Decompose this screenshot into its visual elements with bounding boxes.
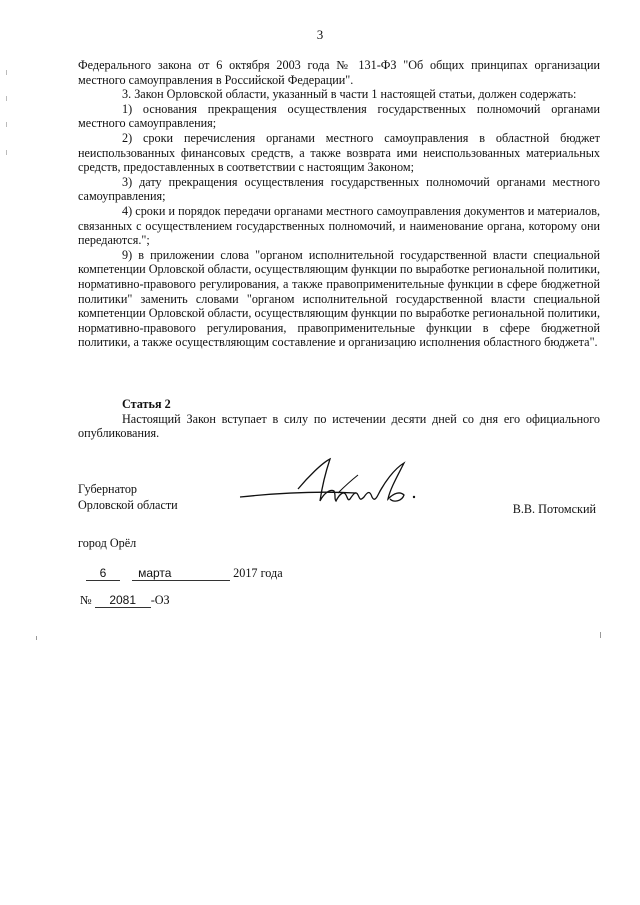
law-number (80, 593, 170, 608)
governor-title-line1: Губернатор (78, 482, 138, 496)
signing-date (86, 566, 283, 581)
paragraph-item-3: 3) дату прекращения осуществления государственных полномочий органами местного самоуправления; (78, 174, 600, 204)
paragraph-part-3: 3. Закон Орловской области, указанный в части 1 настоящей статьи, должен содержать: (122, 87, 577, 102)
handwritten-signature (238, 453, 458, 515)
scan-mark (600, 632, 601, 638)
paragraph-item-4: 4) сроки и порядок передачи органами местного самоуправления документов и материалов, связанных с осуществлением государственных полномочий, и наименование органа, которому они передаются."; (78, 203, 600, 248)
page-number: 3 (316, 27, 324, 42)
document-body (78, 58, 600, 350)
date-month: марта (132, 567, 230, 581)
paragraph-item-1: 1) основания прекращения осуществления государственных полномочий органами местного самоуправления; (78, 101, 600, 131)
law-number-value: 2081 (95, 594, 151, 608)
article-2 (78, 397, 600, 441)
paragraph-item-9: 9) в приложении слова "органом исполнительной государственной власти специальной компетенции Орловской области, осуществляющим функции по выработке региональной политики, нормативно-правового регулирования, а также правоприменительные функции в сфере бюджетной политики" заменить словами "органом исполнительной государственной власти специальной компетенции Орловской области, осуществляющим функции по выработке региональной политики, нормативно-правового регулирования, правоприменительные функции в сфере бюджетной политики, а также осуществляющим составление и организацию исполнения областного бюджета". (78, 247, 600, 350)
signature-block (78, 481, 600, 516)
article-2-text: Настоящий Закон вступает в силу по истечении десяти дней со дня его официального опубликования. (78, 411, 600, 441)
article-2-heading: Статья 2 (122, 397, 171, 411)
date-year: 2017 года (233, 566, 283, 580)
governor-name: В.В. Потомский (512, 502, 596, 516)
paragraph-continuation: Федерального закона от 6 октября 2003 года № 131-ФЗ "Об общих принципах организации местного самоуправления в Российской Федерации". (78, 58, 600, 87)
law-number-prefix: № (80, 593, 92, 607)
city: город Орёл (78, 536, 137, 550)
law-number-suffix: -ОЗ (150, 593, 170, 607)
date-day: 6 (86, 567, 120, 581)
governor-title-line2: Орловской области (78, 498, 178, 512)
scan-mark (36, 636, 37, 640)
paragraph-item-2: 2) сроки перечисления органами местного самоуправления в областной бюджет неиспользованных финансовых средств, а также возврата ими неиспользованных материальных средств, предоставленных в соответствии с настоящим Законом; (78, 130, 600, 175)
